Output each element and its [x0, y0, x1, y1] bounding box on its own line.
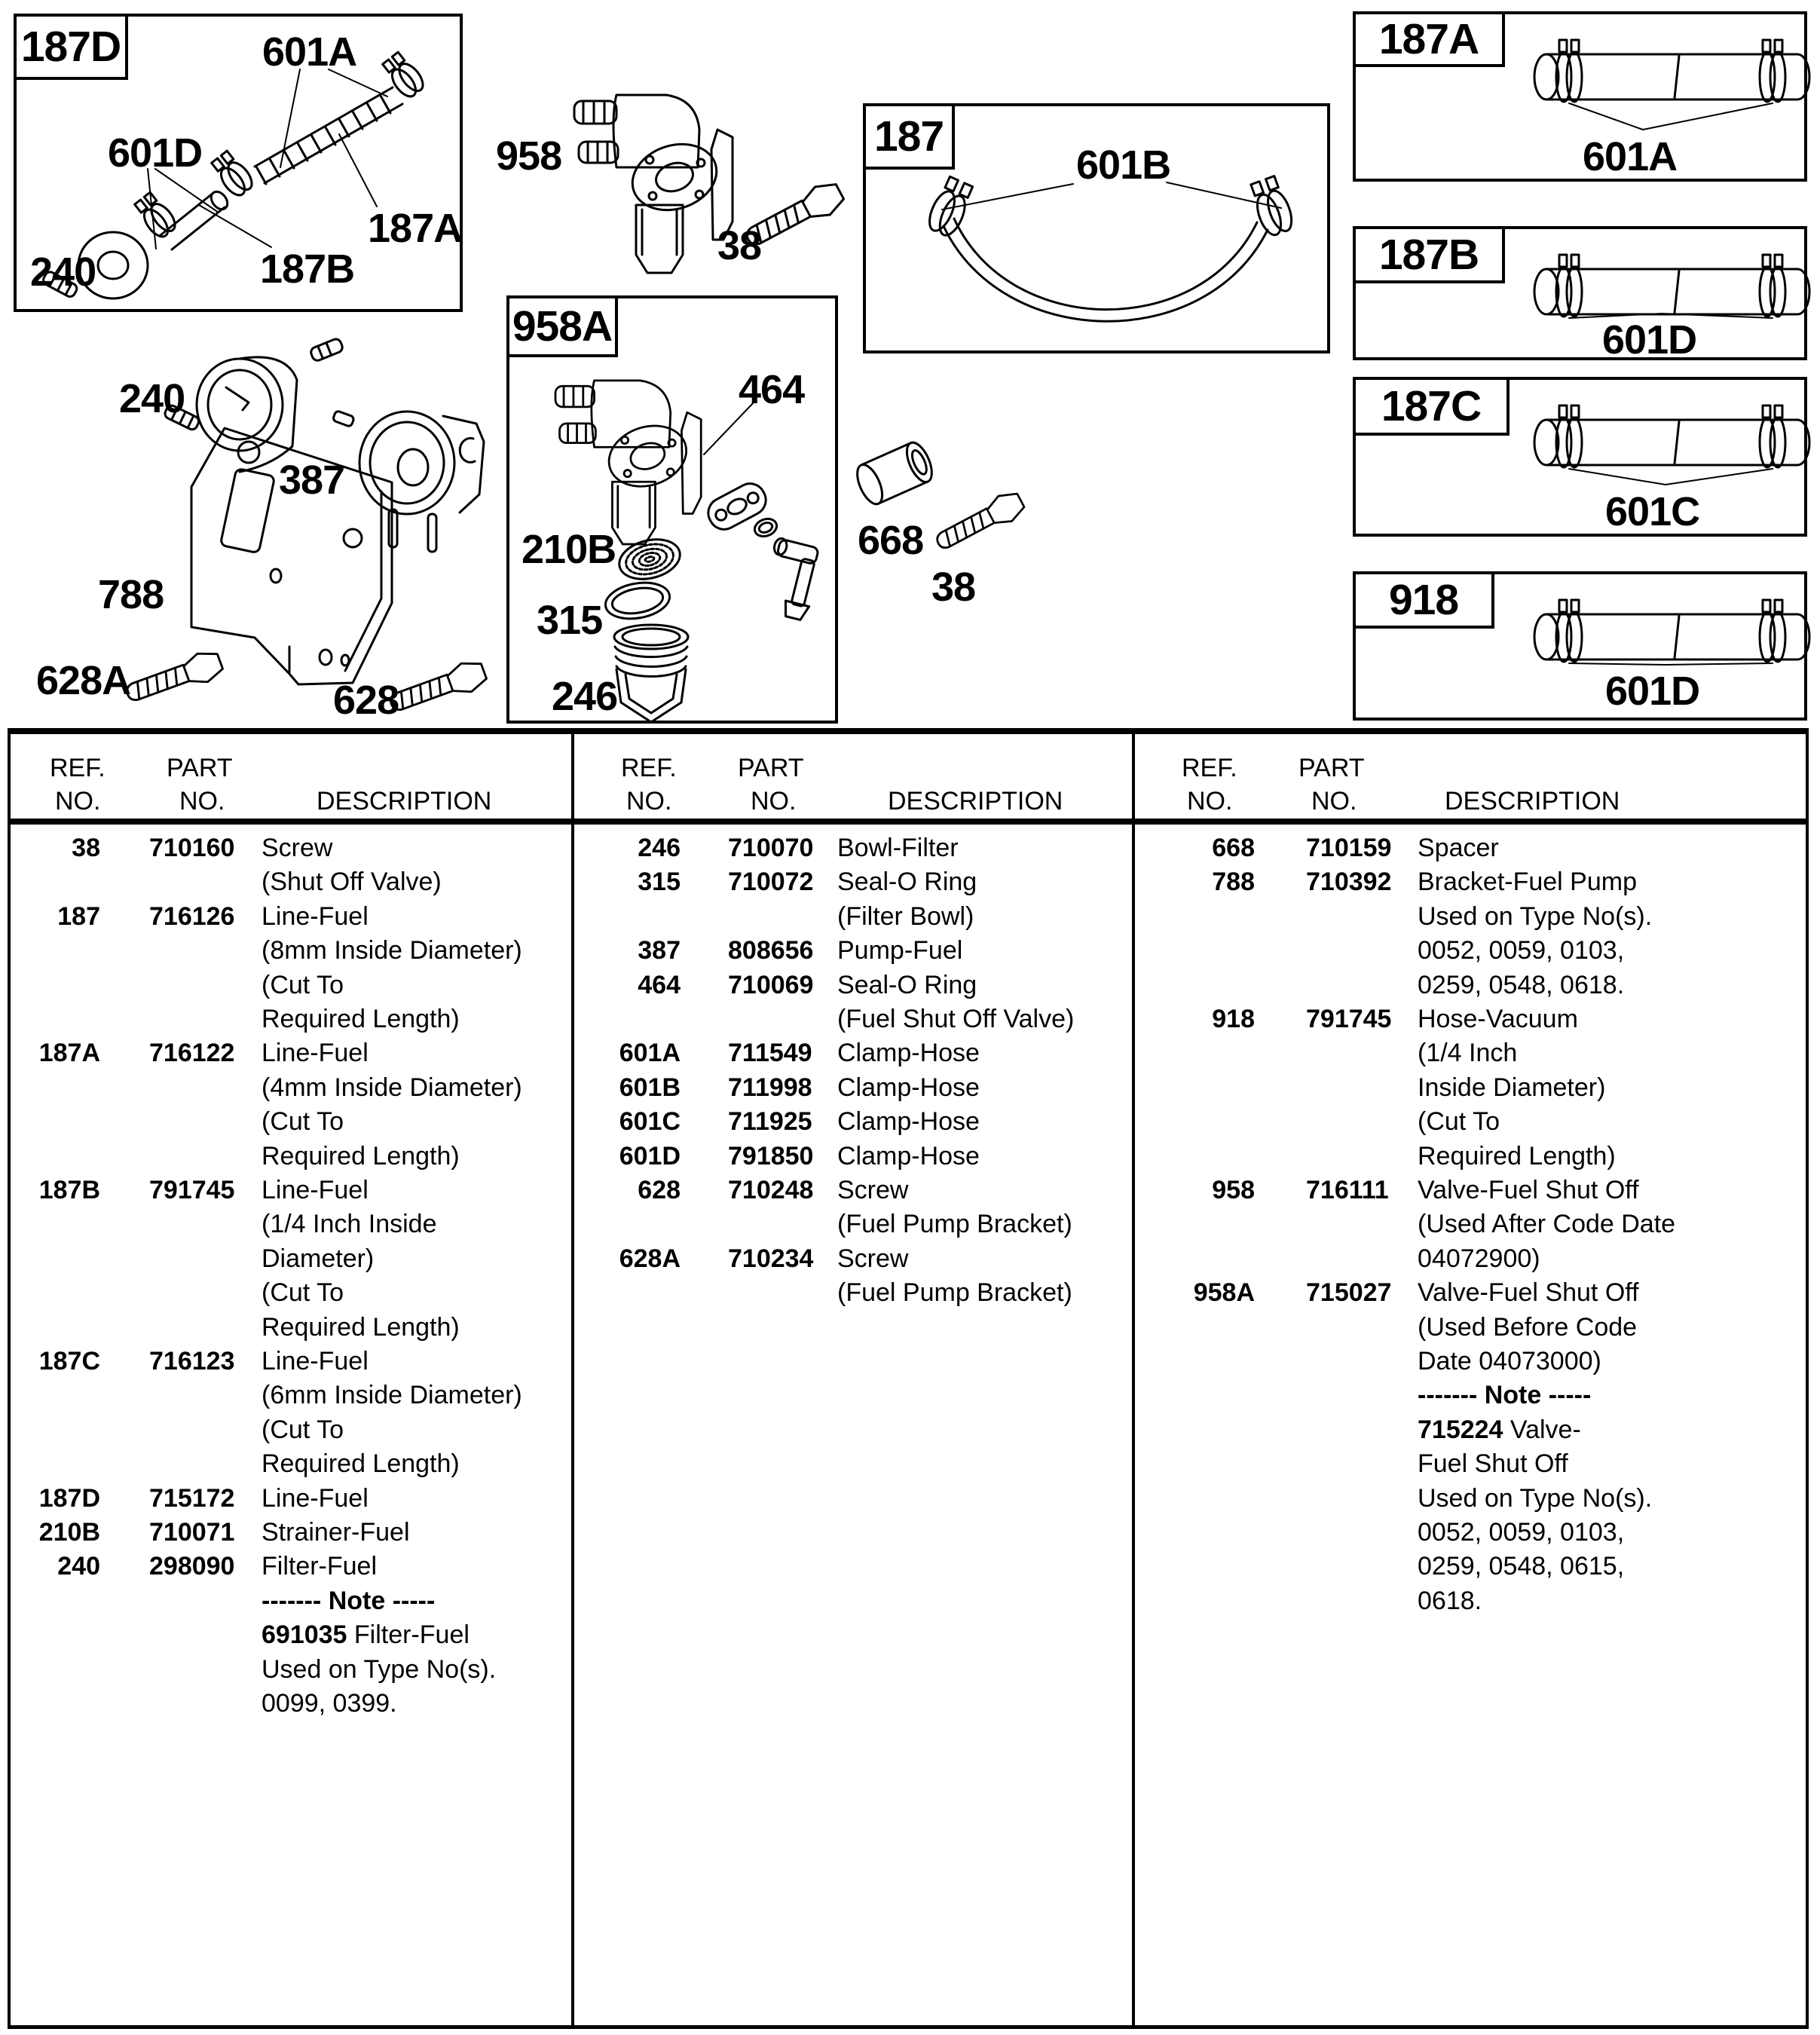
- ref-no-cell: 387: [638, 936, 681, 965]
- part-no-cell: 716122: [149, 1039, 235, 1067]
- fuel-filter-drawing: [164, 338, 344, 472]
- description-line: Line-Fuel: [262, 1347, 369, 1376]
- callout-38-valve: 38: [717, 223, 762, 268]
- callout-240-filter: 240: [119, 376, 185, 421]
- description-line: Required Length): [262, 1449, 460, 1478]
- part-no-cell: 710160: [149, 834, 235, 862]
- callout-601d-kit: 601D: [108, 130, 203, 176]
- description-line: (4mm Inside Diameter): [262, 1073, 522, 1102]
- column-header: REF.: [1182, 754, 1237, 782]
- description-line: Fuel Shut Off: [1418, 1449, 1568, 1478]
- callout-788: 788: [98, 572, 164, 617]
- panel-label-918: 918: [1353, 571, 1494, 629]
- description-line: 0618.: [1418, 1587, 1482, 1615]
- ref-no-cell: 668: [1212, 834, 1255, 862]
- table-header-border: [8, 819, 1809, 825]
- panel-label-187: 187: [863, 103, 955, 170]
- callout-187b-kit: 187B: [260, 246, 355, 292]
- ref-no-cell: 628A: [619, 1244, 681, 1273]
- description-line: (Fuel Pump Bracket): [837, 1278, 1072, 1307]
- description-line: Strainer-Fuel: [262, 1518, 410, 1547]
- ref-no-cell: 601A: [619, 1039, 681, 1067]
- callout-464: 464: [739, 367, 805, 412]
- description-line: Valve-Fuel Shut Off: [1418, 1278, 1639, 1307]
- description-line: ------- Note -----: [262, 1587, 436, 1615]
- description-line: 691035 Filter-Fuel: [262, 1620, 470, 1649]
- part-no-cell: 710069: [728, 971, 814, 999]
- part-no-cell: 791745: [149, 1176, 235, 1204]
- description-line: Seal-O Ring: [837, 971, 977, 999]
- description-line: Filter-Fuel: [262, 1552, 378, 1581]
- description-line: 0052, 0059, 0103,: [1418, 1518, 1625, 1547]
- description-line: Screw: [837, 1244, 909, 1273]
- description-line: Bracket-Fuel Pump: [1418, 868, 1637, 896]
- callout-601d-box2: 601D: [1605, 669, 1700, 714]
- part-no-cell: 711549: [728, 1039, 812, 1067]
- screw-628-drawing: [387, 657, 489, 719]
- part-no-cell: 715027: [1306, 1278, 1392, 1307]
- description-line: Date 04073000): [1418, 1347, 1601, 1376]
- description-line: Valve-Fuel Shut Off: [1418, 1176, 1639, 1204]
- description-line: ------- Note -----: [1418, 1381, 1592, 1409]
- callout-628: 628: [333, 678, 399, 723]
- description-line: 715224 Valve-: [1418, 1415, 1581, 1444]
- ref-no-cell: 315: [638, 868, 681, 896]
- ref-no-cell: 918: [1212, 1005, 1255, 1033]
- callout-601b: 601B: [1076, 142, 1171, 188]
- description-line: Line-Fuel: [262, 1039, 369, 1067]
- description-line: Inside Diameter): [1418, 1073, 1606, 1102]
- part-no-cell: 711925: [728, 1107, 812, 1136]
- description-line: (Cut To: [262, 1278, 344, 1307]
- callout-240-kit: 240: [30, 249, 96, 295]
- table-right-border: [1806, 728, 1809, 2029]
- description-line: Diameter): [262, 1244, 375, 1273]
- description-line: (Cut To: [1418, 1107, 1500, 1136]
- callout-315: 315: [537, 598, 603, 643]
- column-header: PART: [1298, 754, 1365, 782]
- description-line: Hose-Vacuum: [1418, 1005, 1578, 1033]
- column-header: NO.: [179, 787, 225, 816]
- description-line: (Used After Code Date: [1418, 1210, 1676, 1238]
- description-line: (Cut To: [262, 971, 344, 999]
- panel-958a: [506, 295, 838, 724]
- part-no-cell: 710248: [728, 1176, 814, 1204]
- callout-628a: 628A: [36, 658, 131, 703]
- column-header: DESCRIPTION: [888, 787, 1063, 816]
- description-line: (1/4 Inch Inside: [262, 1210, 437, 1238]
- ref-no-cell: 38: [72, 834, 100, 862]
- callout-601a-kit: 601A: [262, 29, 357, 75]
- description-line: (Cut To: [262, 1107, 344, 1136]
- ref-no-cell: 464: [638, 971, 681, 999]
- description-line: (Fuel Shut Off Valve): [837, 1005, 1075, 1033]
- description-line: Required Length): [1418, 1142, 1616, 1171]
- part-no-cell: 298090: [149, 1552, 235, 1581]
- part-no-cell: 716123: [149, 1347, 235, 1376]
- description-line: (6mm Inside Diameter): [262, 1381, 522, 1409]
- description-line: Clamp-Hose: [837, 1107, 980, 1136]
- description-line: Used on Type No(s).: [1418, 902, 1653, 931]
- spacer-drawing: [852, 439, 937, 507]
- ref-no-cell: 788: [1212, 868, 1255, 896]
- column-header: NO.: [626, 787, 672, 816]
- ref-no-cell: 187: [57, 902, 100, 931]
- ref-no-cell: 210B: [38, 1518, 100, 1547]
- description-line: Clamp-Hose: [837, 1073, 980, 1102]
- ref-no-cell: 958: [1212, 1176, 1255, 1204]
- ref-no-cell: 628: [638, 1176, 681, 1204]
- ref-no-cell: 601D: [619, 1142, 681, 1171]
- callout-601c-box: 601C: [1605, 489, 1700, 534]
- description-line: Seal-O Ring: [837, 868, 977, 896]
- part-no-cell: 791745: [1306, 1005, 1392, 1033]
- description-line: Clamp-Hose: [837, 1142, 980, 1171]
- description-line: (Shut Off Valve): [262, 868, 442, 896]
- panel-label-187b: 187B: [1353, 226, 1505, 283]
- part-no-cell: 711998: [728, 1073, 812, 1102]
- column-header: NO.: [1311, 787, 1357, 816]
- description-line: Required Length): [262, 1313, 460, 1342]
- ref-no-cell: 187D: [38, 1484, 100, 1513]
- ref-no-cell: 246: [638, 834, 681, 862]
- callout-601a-box: 601A: [1583, 134, 1678, 179]
- description-line: (Filter Bowl): [837, 902, 974, 931]
- description-line: (1/4 Inch: [1418, 1039, 1518, 1067]
- description-line: Used on Type No(s).: [1418, 1484, 1653, 1513]
- column-header: DESCRIPTION: [1445, 787, 1620, 816]
- description-line: Required Length): [262, 1005, 460, 1033]
- screw-628a-drawing: [123, 647, 225, 709]
- panel-label-958a: 958A: [506, 295, 618, 357]
- description-line: Required Length): [262, 1142, 460, 1171]
- part-no-cell: 710071: [149, 1518, 235, 1547]
- part-no-cell: 715172: [149, 1484, 235, 1513]
- part-no-cell: 710392: [1306, 868, 1392, 896]
- description-line: (Cut To: [262, 1415, 344, 1444]
- description-line: Screw: [262, 834, 333, 862]
- description-line: Screw: [837, 1176, 909, 1204]
- description-line: Line-Fuel: [262, 902, 369, 931]
- callout-246: 246: [552, 674, 618, 719]
- part-no-cell: 710072: [728, 868, 814, 896]
- description-line: Bowl-Filter: [837, 834, 959, 862]
- description-line: (8mm Inside Diameter): [262, 936, 522, 965]
- table-top-border: [8, 728, 1809, 734]
- description-line: 04072900): [1418, 1244, 1540, 1273]
- ref-no-cell: 958A: [1193, 1278, 1255, 1307]
- column-header: NO.: [55, 787, 101, 816]
- callout-668: 668: [858, 518, 924, 563]
- part-no-cell: 710234: [728, 1244, 814, 1273]
- description-line: Clamp-Hose: [837, 1039, 980, 1067]
- column-header: NO.: [1187, 787, 1233, 816]
- table-bottom-border: [8, 2025, 1809, 2029]
- callout-958: 958: [496, 133, 562, 179]
- callout-187a-kit: 187A: [368, 206, 463, 251]
- callout-601d-box1: 601D: [1602, 317, 1697, 363]
- column-header: REF.: [50, 754, 106, 782]
- ref-no-cell: 187C: [38, 1347, 100, 1376]
- description-line: Line-Fuel: [262, 1484, 369, 1513]
- part-no-cell: 710159: [1306, 834, 1392, 862]
- panel-label-187d: 187D: [14, 14, 128, 80]
- part-no-cell: 716111: [1306, 1176, 1389, 1204]
- callout-38-spacer: 38: [931, 565, 976, 610]
- column-header: DESCRIPTION: [317, 787, 492, 816]
- ref-no-cell: 601B: [619, 1073, 681, 1102]
- ref-no-cell: 187B: [38, 1176, 100, 1204]
- description-line: Line-Fuel: [262, 1176, 369, 1204]
- callout-210b: 210B: [522, 527, 616, 572]
- description-line: 0259, 0548, 0615,: [1418, 1552, 1625, 1581]
- part-no-cell: 716126: [149, 902, 235, 931]
- ref-no-cell: 187A: [38, 1039, 100, 1067]
- fuel-shutoff-valve-drawing: [574, 95, 733, 273]
- description-line: Pump-Fuel: [837, 936, 963, 965]
- column-header: NO.: [751, 787, 797, 816]
- description-line: (Used Before Code: [1418, 1313, 1638, 1342]
- description-line: Spacer: [1418, 834, 1499, 862]
- callout-387: 387: [279, 457, 345, 503]
- description-line: 0099, 0399.: [262, 1689, 397, 1718]
- ref-no-cell: 240: [57, 1552, 100, 1581]
- ref-no-cell: 601C: [619, 1107, 681, 1136]
- column-header: PART: [167, 754, 233, 782]
- screw-38b-drawing: [932, 488, 1028, 556]
- panel-label-187a: 187A: [1353, 11, 1505, 67]
- description-line: 0259, 0548, 0618.: [1418, 971, 1625, 999]
- column-header: REF.: [621, 754, 677, 782]
- column-header: PART: [738, 754, 804, 782]
- description-line: (Fuel Pump Bracket): [837, 1210, 1072, 1238]
- table-divider-2: [1132, 728, 1135, 2029]
- description-line: Used on Type No(s).: [262, 1655, 497, 1684]
- table-divider-1: [571, 728, 574, 2029]
- panel-label-187c: 187C: [1353, 377, 1510, 436]
- part-no-cell: 710070: [728, 834, 814, 862]
- part-no-cell: 808656: [728, 936, 814, 965]
- part-no-cell: 791850: [728, 1142, 814, 1171]
- description-line: 0052, 0059, 0103,: [1418, 936, 1625, 965]
